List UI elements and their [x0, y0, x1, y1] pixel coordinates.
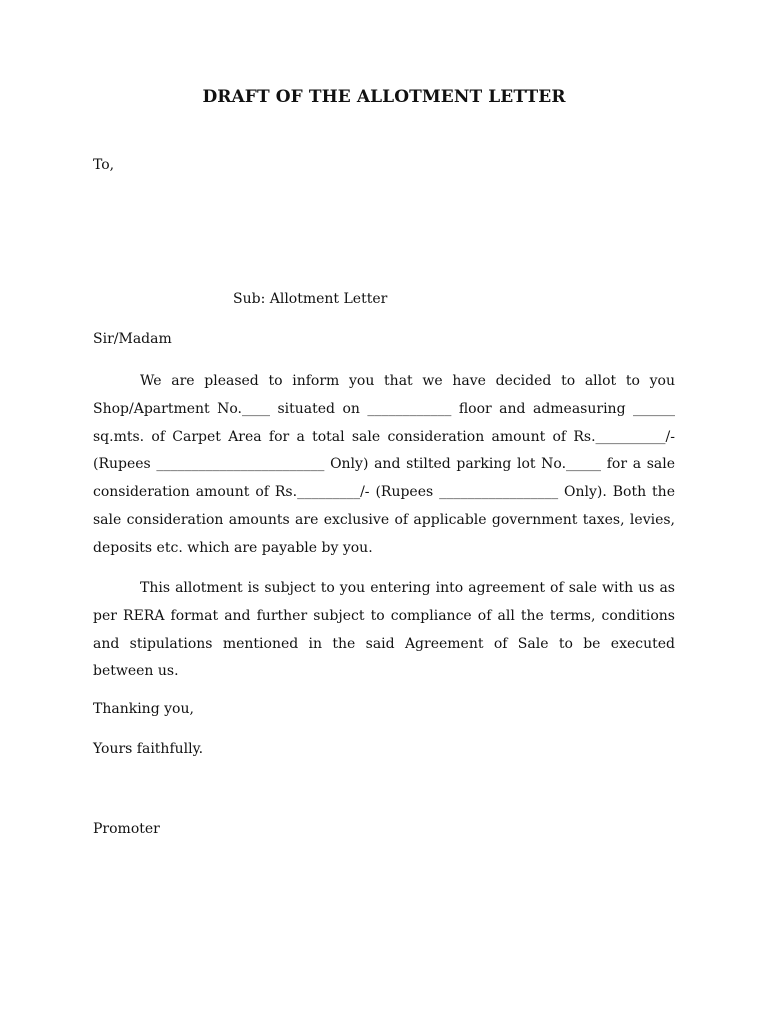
recipient-label: To, [93, 157, 115, 173]
body-paragraph-allotment: We are pleased to inform you that we have decided to allot to you Shop/Apartment No.____ situated on ____________ floor and admeasuring ______ sq.mts. of Carpet Area for a total sale consideration amount of Rs.__________/- (Rupees ________________________ Only) and stilted parking lot No._____ for a sale consideration amount of Rs._________/- (Rupees _________________ Only). Both the sale consideration amounts are exclusive of applicable government taxes, levies, deposits etc. which are payable by you. [93, 373, 675, 556]
document-title: DRAFT OF THE ALLOTMENT LETTER [202, 87, 566, 107]
closing-thanks: Thanking you, [93, 701, 194, 717]
salutation: Sir/Madam [93, 331, 172, 347]
subject-line: Sub: Allotment Letter [233, 291, 388, 307]
closing-yours-faithfully: Yours faithfully. [93, 741, 204, 757]
signatory-promoter: Promoter [93, 821, 160, 837]
body-paragraph-conditions: This allotment is subject to you entering into agreement of sale with us as per RERA format and further subject to compliance of all the terms, conditions and stipulations mentioned in the said Agreement of Sale to be executed between us. [93, 580, 675, 680]
